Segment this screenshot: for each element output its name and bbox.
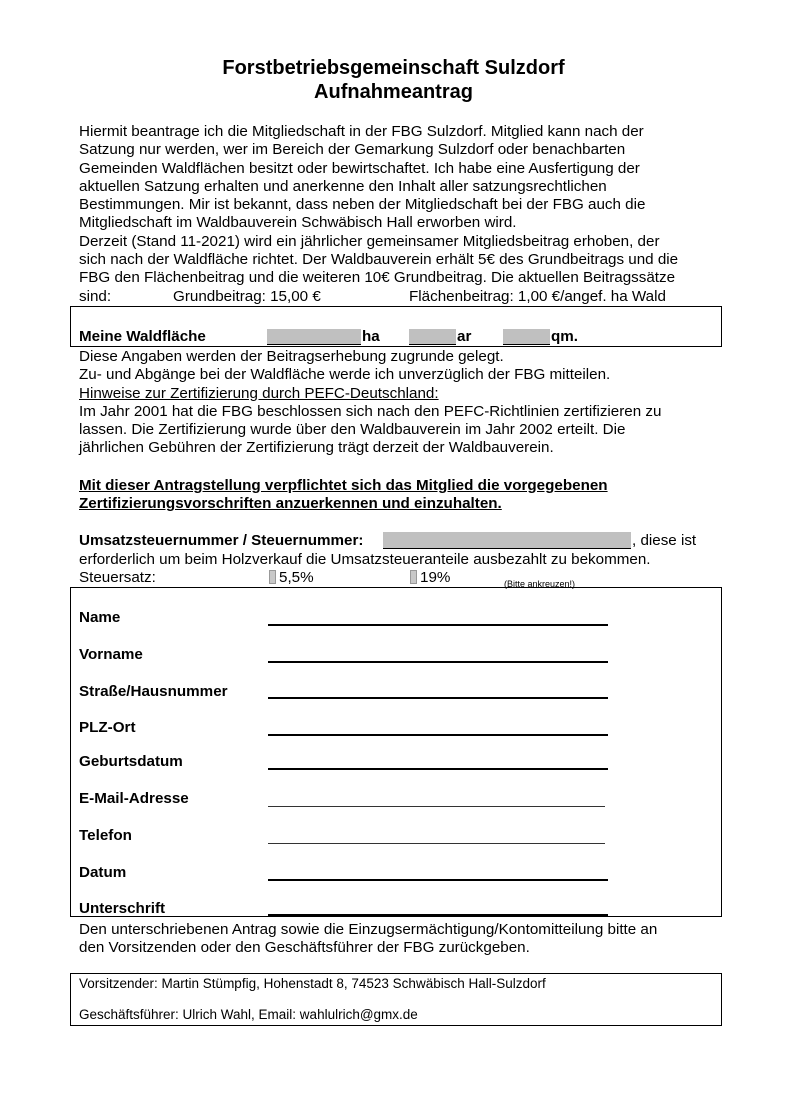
note-line: Diese Angaben werden der Beitragserhebung zugrunde gelegt. bbox=[79, 348, 504, 365]
rates-prefix: sind: bbox=[79, 288, 112, 305]
waldflaeche-label: Meine Waldfläche bbox=[79, 328, 206, 345]
vorname-input[interactable] bbox=[268, 661, 608, 663]
pefc-line: lassen. Die Zertifizierung wurde über den Waldbauverein im Jahr 2002 erteilt. Die bbox=[79, 421, 626, 439]
intro-line: Bestimmungen. Mir ist bekannt, dass neben der Mitgliedschaft bei der FBG auch die bbox=[79, 196, 646, 214]
intro-paragraph bbox=[79, 123, 719, 288]
tax-number-suffix: , diese ist bbox=[632, 532, 697, 549]
intro-line: aktuellen Satzung erhalten und anerkenne den Inhalt aller satzungsrechtlichen bbox=[79, 177, 607, 195]
personal-data-box bbox=[70, 587, 722, 917]
pefc-line: Im Jahr 2001 hat die FBG beschlossen sich nach den PEFC-Richtlinien zertifizieren zu bbox=[79, 402, 662, 420]
closing-line: Den unterschriebenen Antrag sowie die Einzugsermächtigung/Kontomitteilung bitte an bbox=[79, 921, 658, 938]
hectare-input[interactable] bbox=[267, 329, 361, 345]
obligation-statement bbox=[79, 477, 719, 514]
datum-input[interactable] bbox=[268, 879, 608, 881]
qm-input[interactable] bbox=[503, 329, 550, 345]
grundbeitrag-rate: Grundbeitrag: 15,00 € bbox=[173, 288, 321, 305]
checkbox-19[interactable] bbox=[410, 570, 417, 584]
flaechenbeitrag-rate: Flächenbeitrag: 1,00 €/angef. ha Wald bbox=[409, 288, 666, 305]
intro-line: Mitgliedschaft im Waldbauverein Schwäbisch Hall erworben wird. bbox=[79, 214, 517, 232]
chair-contact: Vorsitzender: Martin Stümpfig, Hohenstadt 8, 74523 Schwäbisch Hall-Sulzdorf bbox=[79, 976, 546, 991]
tax-rate-label: Steuersatz: bbox=[79, 569, 156, 586]
unterschrift-input[interactable] bbox=[268, 914, 608, 916]
notes-section bbox=[79, 348, 719, 458]
intro-line: Derzeit (Stand 11-2021) wird ein jährlicher gemeinsamer Mitgliedsbeitrag erhoben, der bbox=[79, 232, 660, 250]
document-subtitle: Aufnahmeantrag bbox=[314, 81, 473, 103]
tax-rate-option-5-5[interactable] bbox=[269, 569, 314, 587]
hectare-unit: ha bbox=[362, 328, 380, 345]
closing-paragraph bbox=[79, 921, 719, 958]
field-label-vorname: Vorname bbox=[79, 646, 143, 663]
field-label-geburtsdatum: Geburtsdatum bbox=[79, 753, 183, 770]
email-input[interactable] bbox=[268, 806, 605, 807]
name-input[interactable] bbox=[268, 624, 608, 626]
tax-rate-hint: (Bitte ankreuzen!) bbox=[504, 579, 576, 589]
qm-unit: qm. bbox=[551, 328, 579, 345]
obligation-line: Mit dieser Antragstellung verpflichtet sich das Mitglied die vorgegebenen bbox=[79, 477, 608, 494]
obligation-line: Zertifizierungsvorschriften anzuerkennen und einzuhalten. bbox=[79, 495, 502, 513]
field-label-unterschrift: Unterschrift bbox=[79, 900, 166, 917]
field-label-name: Name bbox=[79, 609, 121, 626]
strasse-input[interactable] bbox=[268, 697, 608, 699]
tax-number-label: Umsatzsteuernummer / Steuernummer: bbox=[79, 532, 364, 549]
pefc-line: jährlichen Gebühren der Zertifizierung trägt derzeit der Waldbauverein. bbox=[79, 439, 554, 457]
option-19-label: 19% bbox=[420, 569, 451, 586]
field-label-plz-ort: PLZ-Ort bbox=[79, 719, 136, 736]
waldflaeche-row bbox=[79, 328, 206, 345]
tax-explanation: erforderlich um beim Holzverkauf die Umsatzsteueranteile ausbezahlt zu bekommen. bbox=[79, 551, 651, 568]
field-label-email: E-Mail-Adresse bbox=[79, 790, 189, 807]
field-label-telefon: Telefon bbox=[79, 827, 132, 844]
intro-line: FBG den Flächenbeitrag und die weiteren 10€ Grundbeitrag. Die aktuellen Beitragssätze bbox=[79, 269, 676, 287]
field-label-datum: Datum bbox=[79, 864, 127, 881]
geburtsdatum-input[interactable] bbox=[268, 768, 608, 770]
field-label-strasse: Straße/Hausnummer bbox=[79, 683, 228, 700]
ar-unit: ar bbox=[457, 328, 472, 345]
tax-rate-option-19[interactable] bbox=[410, 569, 450, 587]
intro-line: sich nach der Waldfläche richtet. Der Waldbauverein erhält 5€ des Grundbeitrags und die bbox=[79, 251, 679, 269]
ar-input[interactable] bbox=[409, 329, 456, 345]
plz-ort-input[interactable] bbox=[268, 734, 608, 736]
manager-contact: Geschäftsführer: Ulrich Wahl, Email: wahlulrich@gmx.de bbox=[79, 1007, 418, 1022]
closing-line: den Vorsitzenden oder den Geschäftsführer der FBG zurückgeben. bbox=[79, 939, 530, 957]
document-title: Forstbetriebsgemeinschaft Sulzdorf bbox=[222, 57, 565, 79]
tax-number-input[interactable] bbox=[383, 532, 631, 549]
option-5-5-label: 5,5% bbox=[279, 569, 314, 586]
intro-line: Hiermit beantrage ich die Mitgliedschaft in der FBG Sulzdorf. Mitglied kann nach der bbox=[79, 123, 644, 140]
intro-line: Satzung nur werden, wer im Bereich der Gemarkung Sulzdorf oder benachbarten bbox=[79, 141, 626, 159]
checkbox-5-5[interactable] bbox=[269, 570, 276, 584]
note-line: Zu- und Abgänge bei der Waldfläche werde ich unverzüglich der FBG mitteilen. bbox=[79, 366, 611, 384]
telefon-input[interactable] bbox=[268, 843, 605, 844]
intro-line: Gemeinden Waldflächen besitzt oder bewirtschaftet. Ich habe eine Ausfertigung der bbox=[79, 159, 640, 177]
pefc-heading: Hinweise zur Zertifizierung durch PEFC-Deutschland: bbox=[79, 384, 439, 402]
